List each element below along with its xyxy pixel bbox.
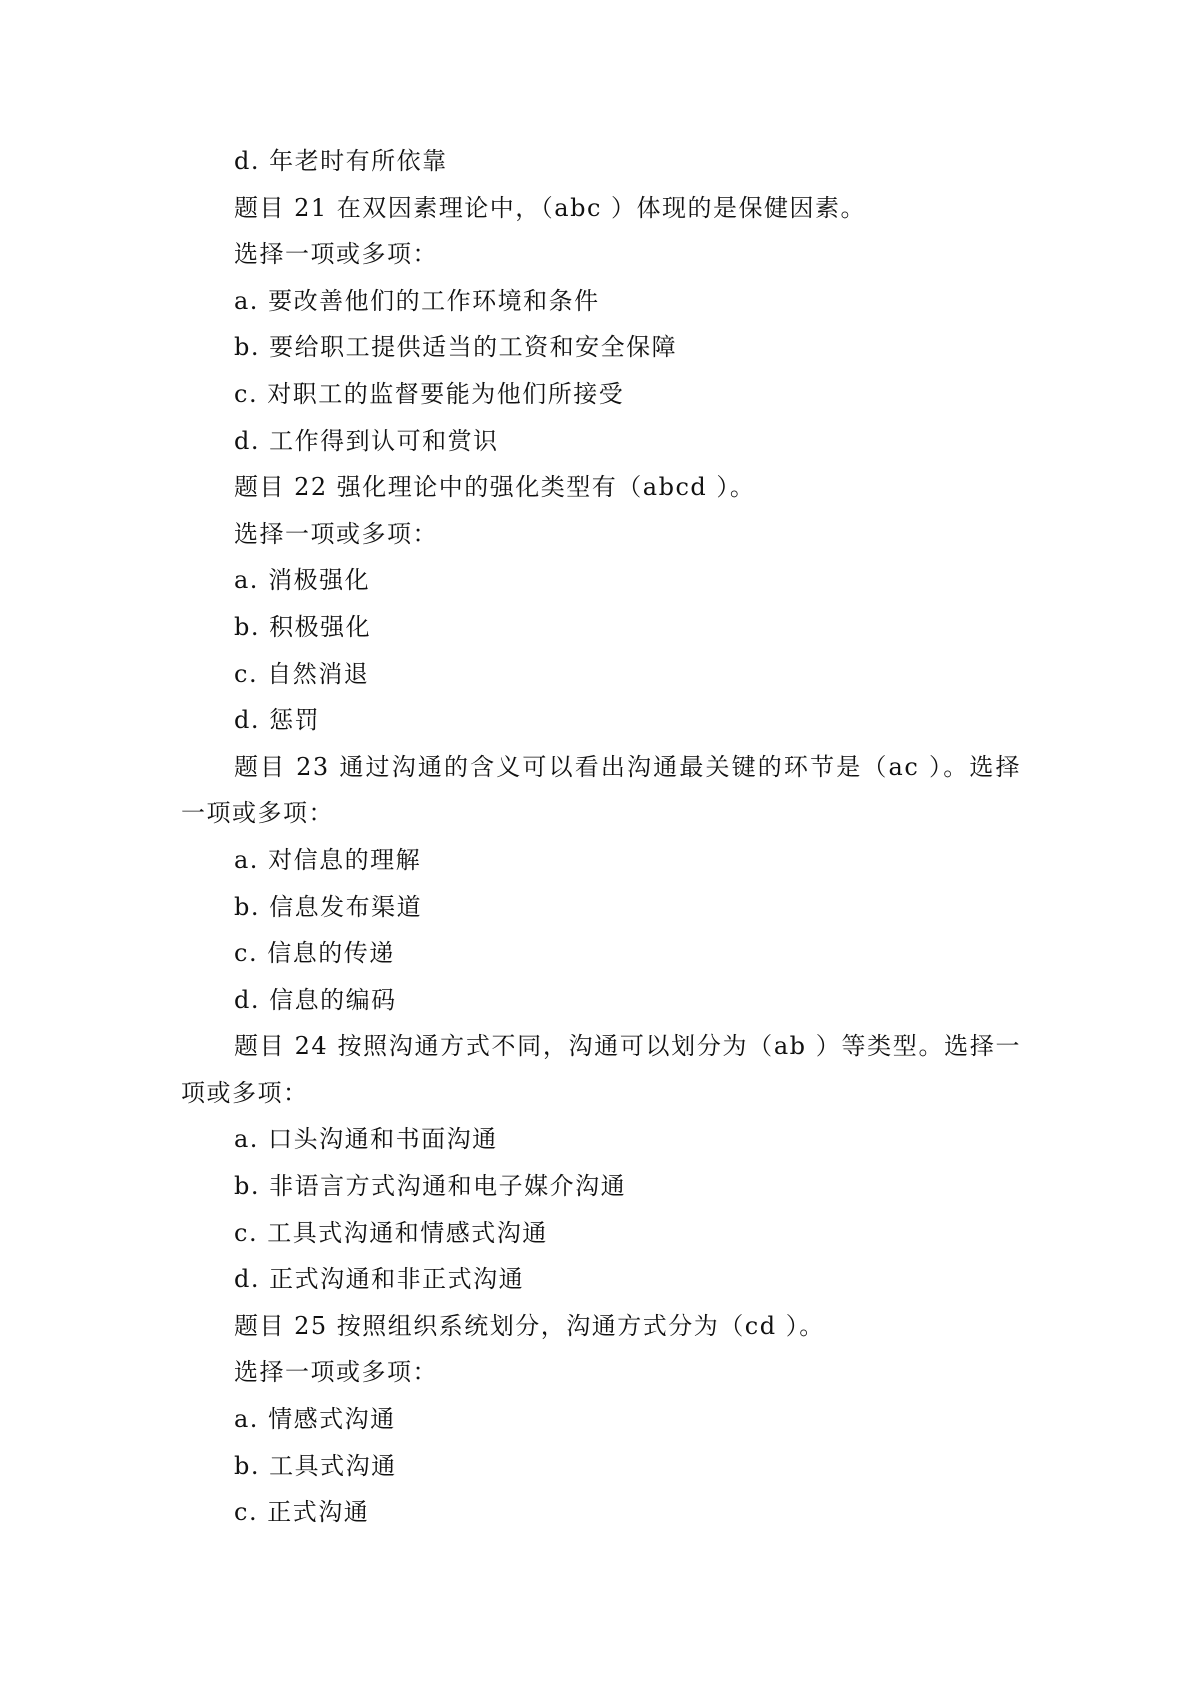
option-line: d. 信息的编码 bbox=[234, 985, 397, 1014]
option-line: d. 惩罚 bbox=[234, 706, 321, 735]
option-line: a. 对信息的理解 bbox=[234, 845, 422, 874]
option-line: c. 信息的传递 bbox=[234, 939, 395, 968]
option-line: b. 非语言方式沟通和电子媒介沟通 bbox=[234, 1172, 627, 1201]
question-title: 题目 24 按照沟通方式不同，沟通可以划分为（ab ）等类型。选择一项或多项： bbox=[181, 1032, 1021, 1107]
option-line: b. 工具式沟通 bbox=[234, 1451, 397, 1480]
option-line: d. 年老时有所依靠 bbox=[234, 147, 448, 175]
option-line: b. 积极强化 bbox=[234, 612, 372, 641]
question-instruction: 选择一项或多项： bbox=[234, 1358, 438, 1387]
option-line: b. 要给职工提供适当的工资和安全保障 bbox=[234, 333, 678, 362]
option-line: a. 要改善他们的工作环境和条件 bbox=[234, 286, 600, 315]
question-title: 题目 23 通过沟通的含义可以看出沟通最关键的环节是（ac ）。选择一项或多项： bbox=[181, 752, 1021, 828]
option-line: d. 工作得到认可和赏识 bbox=[234, 426, 499, 455]
question-instruction: 选择一项或多项： bbox=[234, 240, 438, 269]
option-line: c. 工具式沟通和情感式沟通 bbox=[234, 1218, 548, 1247]
document-body bbox=[181, 138, 1021, 1536]
option-line: c. 自然消退 bbox=[234, 659, 370, 688]
option-line: a. 口头沟通和书面沟通 bbox=[234, 1125, 498, 1154]
option-line: b. 信息发布渠道 bbox=[234, 892, 423, 921]
option-line: d. 正式沟通和非正式沟通 bbox=[234, 1265, 525, 1294]
question-title: 题目 21 在双因素理论中，（abc ）体现的是保健因素。 bbox=[234, 193, 867, 222]
option-line: c. 正式沟通 bbox=[234, 1498, 370, 1527]
option-line: a. 情感式沟通 bbox=[234, 1405, 396, 1434]
question-instruction: 选择一项或多项： bbox=[234, 519, 438, 548]
question-title: 题目 25 按照组织系统划分，沟通方式分为（cd ）。 bbox=[234, 1311, 825, 1340]
question-title: 题目 22 强化理论中的强化类型有（abcd ）。 bbox=[234, 473, 756, 502]
option-line: c. 对职工的监督要能为他们所接受 bbox=[234, 379, 625, 408]
option-line: a. 消极强化 bbox=[234, 566, 371, 595]
